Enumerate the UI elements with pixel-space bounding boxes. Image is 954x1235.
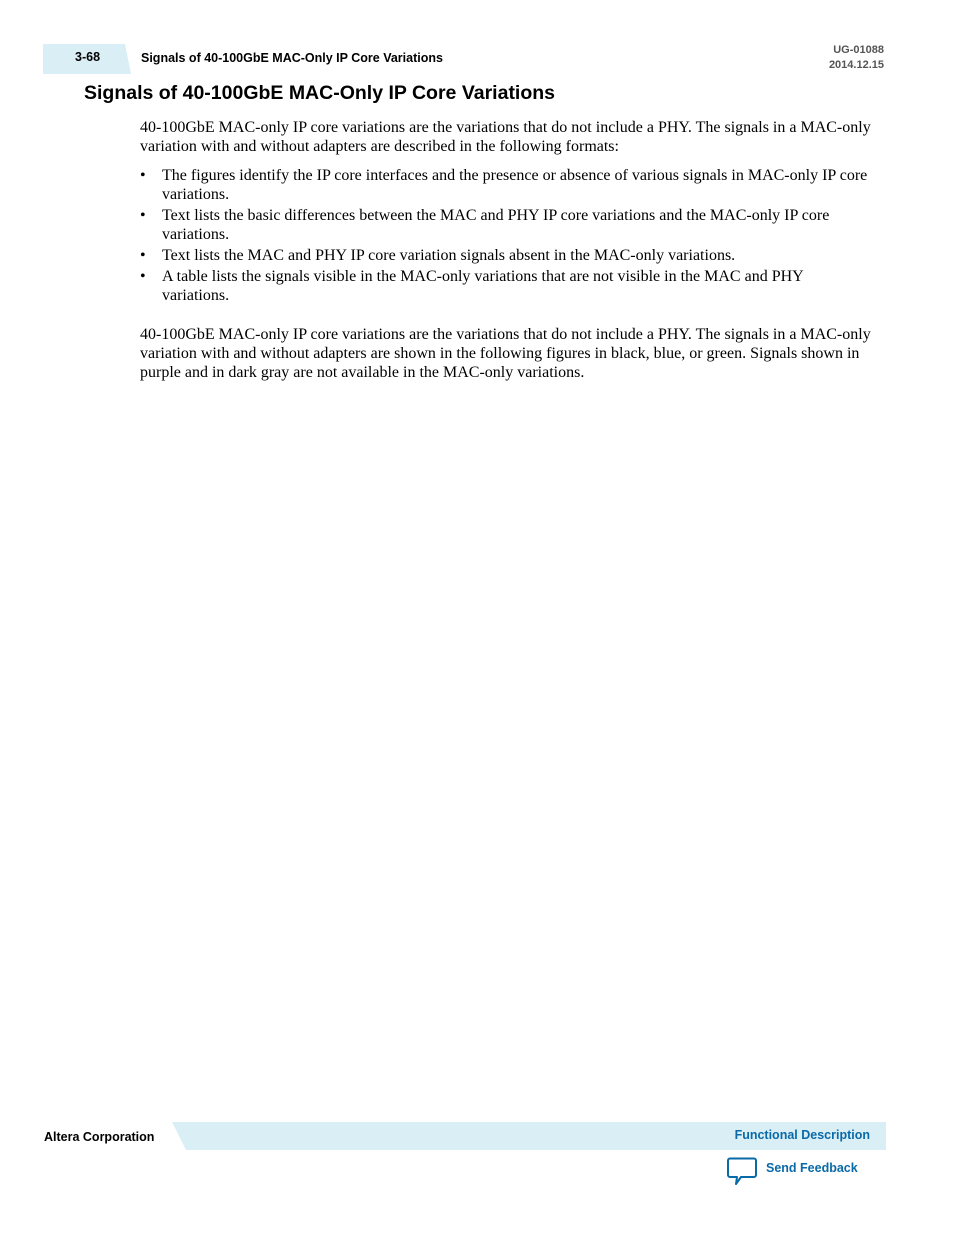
chapter-link[interactable]: Functional Description: [734, 1128, 870, 1142]
send-feedback-label: Send Feedback: [766, 1161, 858, 1175]
list-item-text: Text lists the MAC and PHY IP core variation signals absent in the MAC-only variations.: [162, 247, 736, 264]
intro-paragraph: 40-100GbE MAC-only IP core variations are the variations that do not include a PHY. The signals in a MAC-only variation with and without adapters are described in the following formats:: [140, 119, 871, 155]
list-item-text: Text lists the basic differences between the MAC and PHY IP core variations and the MAC-only IP core variations.: [162, 207, 830, 243]
bullet-marker: •: [140, 167, 146, 184]
footer-company: Altera Corporation: [44, 1130, 155, 1144]
doc-id: UG-01088: [833, 44, 884, 56]
section-title: Signals of 40-100GbE MAC-Only IP Core Variations: [84, 82, 556, 104]
bullet-marker: •: [140, 268, 146, 285]
list-item-text: A table lists the signals visible in the MAC-only variations that are not visible in the MAC and PHY variations.: [162, 268, 804, 304]
speech-bubble-icon: [727, 1157, 757, 1186]
section-body: [140, 118, 874, 382]
running-title: Signals of 40-100GbE MAC-Only IP Core Variations: [141, 51, 443, 65]
send-feedback-link[interactable]: [727, 1157, 858, 1186]
doc-info: [829, 43, 884, 73]
doc-date: 2014.12.15: [828, 59, 884, 71]
bullet-marker: •: [140, 207, 146, 224]
list-item: [140, 166, 874, 204]
list-item-text: The figures identify the IP core interfaces and the presence or absence of various signals in MAC-only IP core variations.: [162, 167, 868, 203]
page-number: 3-68: [75, 50, 101, 64]
list-item: [140, 246, 874, 265]
list-item: [140, 267, 874, 305]
closing-paragraph: 40-100GbE MAC-only IP core variations are the variations that do not include a PHY. The signals in a MAC-only variation with and without adapters are shown in the following figures in black, blue, or green. Signals shown in purple and in dark gray are not available in the MAC-only variations.: [140, 326, 871, 381]
list-item: [140, 206, 874, 244]
bullet-marker: •: [140, 247, 146, 264]
bullet-list: [140, 166, 874, 305]
